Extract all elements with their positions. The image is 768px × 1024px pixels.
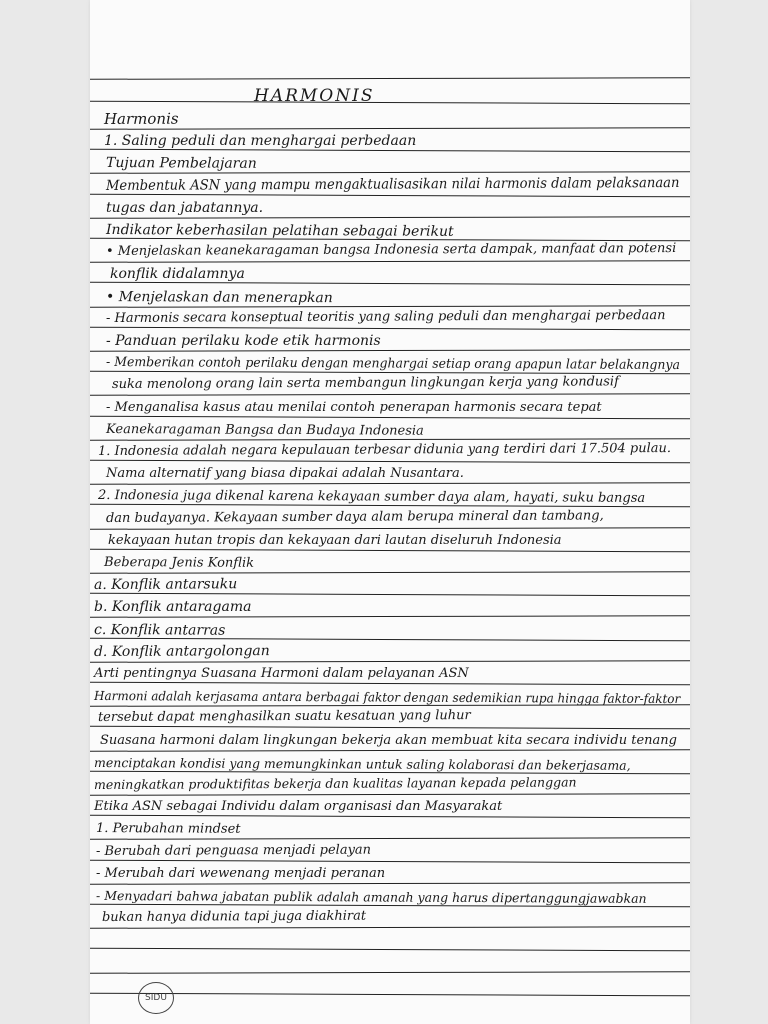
rule-line (90, 971, 690, 974)
note-line: Arti pentingnya Suasana Harmoni dalam pelayanan ASN (94, 666, 469, 681)
note-line: - Merubah dari wewenang menjadi peranan (96, 865, 386, 881)
note-line: 1. Saling peduli dan menghargai perbedaan (104, 133, 417, 150)
rule-line (90, 77, 690, 80)
note-line: konflik didalamnya (110, 266, 245, 283)
note-line: tersebut dapat menghasilkan suatu kesatuan yang luhur (97, 708, 471, 726)
note-line: Keanekaragaman Bangsa dan Budaya Indonesia (106, 421, 424, 439)
note-line: - Panduan perilaku kode etik harmonis (106, 333, 381, 349)
note-line: bukan hanya didunia tapi juga diakhirat (101, 908, 367, 926)
note-line: menciptakan kondisi yang memungkinkan untuk saling kolaborasi dan bekerjasama, (94, 754, 631, 773)
note-line: - Memberikan contoh perilaku dengan menghargai setiap orang apapun latar belakangnya (106, 355, 680, 374)
note-line: dan budayanya. Kekayaan sumber daya alam berupa mineral dan tambang, (105, 507, 604, 526)
note-line: tugas dan jabatannya. (106, 199, 264, 216)
note-line: Membentuk ASN yang mampu mengaktualisasikan nilai harmonis dalam pelaksanaan (105, 174, 680, 194)
note-line: kekayaan hutan tropis dan kekayaan dari lautan diseluruh Indonesia (108, 532, 562, 548)
notebook-page (90, 0, 690, 1024)
note-line: • Menjelaskan dan menerapkan (106, 288, 333, 306)
note-line: - Menyadari bahwa jabatan publik adalah amanah yang harus dipertanggungjawabkan (96, 888, 647, 906)
note-line: suka menolong orang lain serta membangun lingkungan kerja yang kondusif (111, 374, 619, 393)
note-line: Tujuan Pembelajaran (106, 155, 257, 173)
note-line: Indikator keberhasilan pelatihan sebagai berikut (106, 222, 454, 240)
rule-line (90, 101, 690, 105)
note-line: 1. Perubahan mindset (96, 821, 241, 838)
note-line: - Berubah dari penguasa menjadi pelayan (95, 842, 372, 859)
note-line: c. Konflik antarras (94, 621, 226, 639)
page-title: HARMONIS (254, 86, 375, 106)
note-line: Harmoni adalah kerjasama antara berbagai faktor dengan sedemikian rupa hingga faktor-faktor (94, 688, 681, 707)
note-line: 2. Indonesia juga dikenal karena kekayaan sumber daya alam, hayati, suku bangsa (98, 488, 646, 507)
note-line: d. Konflik antargolongan (93, 642, 270, 660)
note-line: b. Konflik antaragama (94, 599, 252, 616)
note-line: Suasana harmoni dalam lingkungan bekerja akan membuat kita secara individu tenang (100, 732, 677, 748)
note-line: Etika ASN sebagai Individu dalam organisasi dan Masyarakat (94, 799, 503, 815)
note-line: • Menjelaskan keanekaragaman bangsa Indonesia serta dampak, manfaat dan potensi (105, 241, 677, 260)
note-line: Harmonis (103, 109, 179, 129)
note-line: meningkatkan produktifitas bekerja dan kualitas layanan kepada pelanggan (93, 774, 577, 793)
note-line: - Harmonis secara konseptual teoritis yang saling peduli dan menghargai perbedaan (105, 307, 666, 326)
note-line: Nama alternatif yang biasa dipakai adalah Nusantara. (106, 466, 464, 482)
note-line: Beberapa Jenis Konflik (104, 555, 255, 571)
note-line: - Menganalisa kasus atau menilai contoh penerapan harmonis secara tepat (106, 399, 602, 415)
note-line: a. Konflik antarsuku (93, 576, 238, 594)
rule-line (90, 127, 690, 130)
rule-line (90, 992, 690, 996)
note-line: 1. Indonesia adalah negara kepulauan terbesar didunia yang terdiri dari 17.504 pulau. (97, 440, 672, 460)
rule-line (90, 948, 690, 952)
seal-stamp: SIDU (138, 982, 174, 1014)
